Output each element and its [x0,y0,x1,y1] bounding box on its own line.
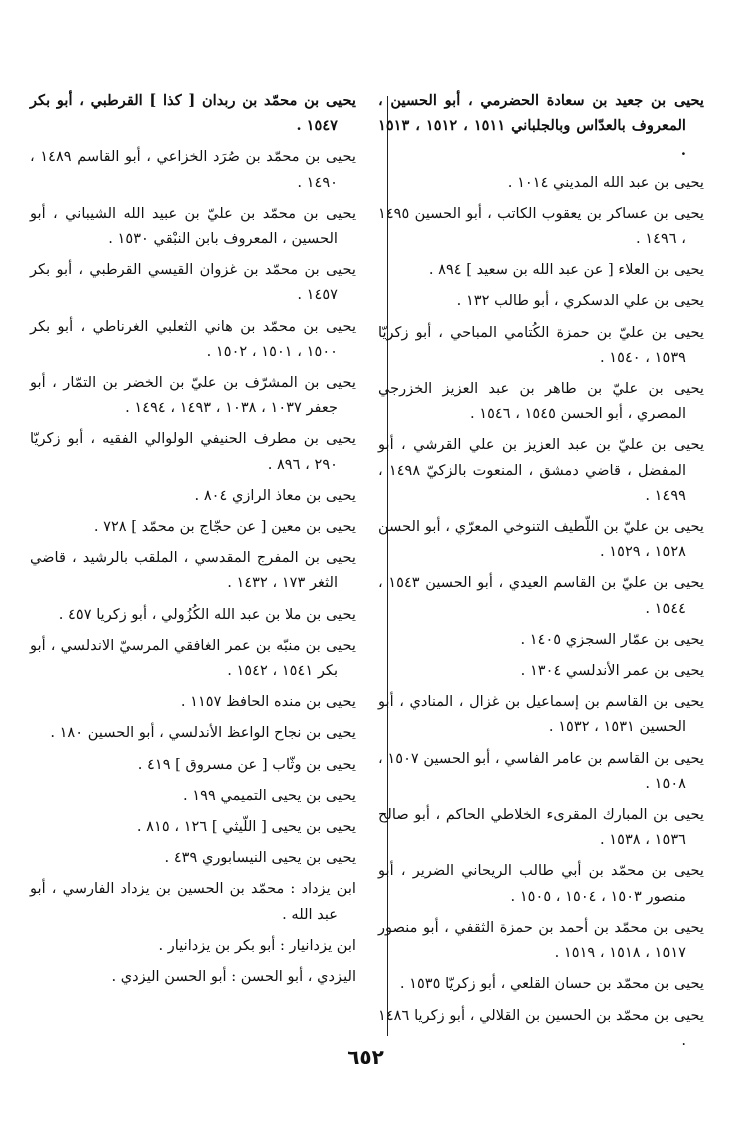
index-entry: يحيى بن مطرف الحنيفي الولوالي الفقيه ، أبو زكريّا ٢٩٠ ، ٨٩٦ . [30,430,356,473]
index-entry: يحيى بن القاسم بن إسماعيل بن غزال ، المنادي ، أبو الحسين ١٥٣١ ، ١٥٣٢ . [378,693,704,736]
index-entry: يحيى بن محمّد بن غزوان القيسي القرطبي ، أبو بكر ١٤٥٧ . [30,261,356,304]
index-entry: يحيى بن محمّد بن الحسين بن القلالي ، أبو زكريا ١٤٨٦ . [378,1006,704,1049]
index-entry: يحيى بن معاذ الرازي ٨٠٤ . [194,486,356,504]
index-entry: يحيى بن المفرج المقدسي ، الملقب بالرشيد ، قاضي الثغر ١٧٣ ، ١٤٣٢ . [30,549,356,592]
index-entry: يحيى بن يحيى [ اللّيثي ] ١٢٦ ، ٨١٥ . [136,818,356,836]
index-entry: يحيى بن المبارك المقرىء الخلاطي الحاكم ، أبو صالح ١٥٣٦ ، ١٥٣٨ . [378,806,704,849]
index-entry: يحيى بن محمّد بن حسان القلعي ، أبو زكريّا ١٥٣٥ . [399,975,704,993]
index-entry: يحيى بن يحيى النيسابوري ٤٣٩ . [164,849,356,867]
index-entry: ابن يزدانيار : أبو بكر بن يزدانيار . [158,936,356,954]
index-entry: يحيى بن محمّد بن هاني الثعلبي الغرناطي ، أبو بكر ١٥٠٠ ، ١٥٠١ ، ١٥٠٢ . [30,317,356,360]
index-entry: يحيى بن عساكر بن يعقوب الكاتب ، أبو الحسين ١٤٩٥ ، ١٤٩٦ . [378,204,704,248]
index-entry: يحيى بن جعيد بن سعادة الحضرمي ، أبو الحسين ، المعروف بالعدّاس وبالجلباني ١٥١١ ، ١٥١٢ ، ١٥١٣ . [378,92,704,160]
index-entry: يحيى بن وثّاب [ عن مسروق ] ٤١٩ . [137,755,356,773]
index-entry: ابن يزداد : محمّد بن الحسين بن يزداد الفارسي ، أبو عبد الله . [30,880,356,923]
index-page [28,88,706,1048]
index-entry: يحيى بن العلاء [ عن عبد الله بن سعيد ] ٨٩٤ . [428,261,704,279]
index-entry: يحيى بن عمر الأندلسي ١٣٠٤ . [520,662,704,680]
right-column [378,88,704,1059]
index-entry: يحيى بن محمّد بن أبي طالب الريحاني الضرير ، أبو منصور ١٥٠٣ ، ١٥٠٤ ، ١٥٠٥ . [378,862,704,905]
index-entry: يحيى بن علي الدسكري ، أبو طالب ١٣٢ . [456,292,704,310]
index-entry: يحيى بن محمّد بن أحمد بن حمزة الثقفي ، أبو منصور ١٥١٧ ، ١٥١٨ ، ١٥١٩ . [378,918,704,962]
index-entry: يحيى بن عمّار السجزي ١٤٠٥ . [520,630,704,648]
index-entry: يحيى بن عليّ بن القاسم العيدي ، أبو الحسين ١٥٤٣ ، ١٥٤٤ . [378,574,704,617]
index-entry: يحيى بن عليّ بن طاهر بن عبد العزيز الخزرجي المصري ، أبو الحسن ١٥٤٥ ، ١٥٤٦ . [378,380,704,423]
index-entry: يحيى بن يحيى التميمي ١٩٩ . [183,786,356,804]
index-entry: يحيى بن ملا بن عبد الله الكُزُولي ، أبو زكريا ٤٥٧ . [58,605,356,623]
index-entry: يحيى بن معين [ عن حجّاج بن محمّد ] ٧٢٨ . [93,518,356,536]
index-entry: يحيى بن منده الحافظ ١١٥٧ . [180,693,356,711]
page-number: ٦٥٢ [347,1045,384,1069]
index-entry: يحيى بن نجاح الواعظ الأندلسي ، أبو الحسين ١٨٠ . [50,724,356,742]
index-entry: يحيى بن المشرّف بن عليّ بن الخضر بن التمّار ، أبو جعفر ١٠٣٧ ، ١٠٣٨ ، ١٤٩٣ ، ١٤٩٤ . [30,374,356,417]
index-entry: يحيى بن محمّد بن صُرَد الخزاعي ، أبو القاسم ١٤٨٩ ، ١٤٩٠ . [30,148,356,191]
index-entry: يحيى بن عليّ بن حمزة الكُتامي المباحي ، أبو زكريّا ١٥٣٩ ، ١٥٤٠ . [378,323,704,366]
index-entry: يحيى بن محمّد بن عليّ بن عبيد الله الشيباني ، أبو الحسين ، المعروف بابن النبْقي ١٥٣٠ . [30,204,356,248]
index-entry: يحيى بن محمّد بن ربدان [ كذا ] القرطبي ، أبو بكر ١٥٤٧ . [30,92,356,135]
index-entry: اليزدي ، أبو الحسن : أبو الحسن اليزدي . [111,968,356,986]
index-entry: يحيى بن عليّ بن عبد العزيز بن علي القرشي ، أبو المفضل ، قاضي دمشق ، المنعوت بالزكيّ ١٤٩٨ ، ١٤٩٩ . [378,436,704,504]
index-entry: يحيى بن عبد الله المديني ١٠١٤ . [507,173,704,191]
index-entry: يحيى بن القاسم بن عامر الفاسي ، أبو الحسين ١٥٠٧ ، ١٥٠٨ . [378,749,704,792]
index-entry: يحيى بن عليّ بن اللّطيف التنوخي المعرّي ، أبو الحسن ١٥٢٨ ، ١٥٢٩ . [378,518,704,561]
left-column [30,88,356,995]
index-entry: يحيى بن منبّه بن عمر الغافقي المرسيّ الاندلسي ، أبو بكر ١٥٤١ ، ١٥٤٢ . [30,636,356,680]
